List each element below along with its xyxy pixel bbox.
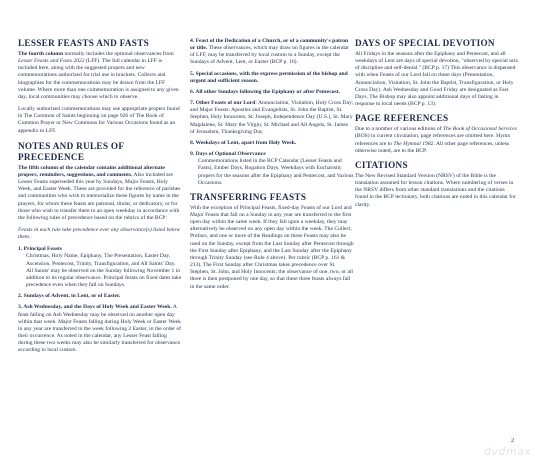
precedence-note: Feasts in each rule take precedence over any observance(s) listed below them. <box>18 226 180 241</box>
page-references-paragraph: Due to a number of various editions of The Book of Occasional Services (BOS) in current circulation, page references are omitted here. Hymn references are to The Hymnal 1982. All other page references, unless otherwise noted, are to the BCP. <box>355 126 517 154</box>
heading-citations: CITATIONS <box>355 159 408 170</box>
special-devotion-paragraph: All Fridays in the seasons after the Epiphany and Pentecost, and all weekdays of Lent are days of special devotion, "observed by special acts of discipline and self-denial." (BCP p. 17) This observance is dispensed with when Feasts of our Lord fall on these days (Presentation, Annunciation, Visitation, St. John the Baptist, Transfiguration, or Holy Cross Day). Ash Wednesday and Good Friday are designated as Fast Days. The Bishop may also appoint additional days of fasting in response to local needs (BCP p. 13). <box>355 51 518 108</box>
heading-page-references: PAGE REFERENCES <box>355 113 449 124</box>
rule-1: 1. Principal Feasts Christmas, Holy Name, Epiphany, The Presentation, Easter Day, Ascension, Pentecost, Trinity, Transfiguration, and All Saints' Day. All Saints' may be observed on the Sunday following November 1 in addition to its regular observance. Principal feasts on fixed dates take precedence even when they fall on Sundays. <box>18 246 182 289</box>
rule-4: 4. Feast of the Dedication of a Church, or of a community's patron or title. These observances, which may draw on figures in the calendar of LFF, may be transferred by local custom to a Sunday, except the Sundays of Advent, Lent, or Easter (BCP p. 16). <box>190 38 350 66</box>
page-number: 2 <box>511 438 514 444</box>
citations-paragraph: The New Revised Standard Version (NRSV) of the Bible is the translation assumed for lesson citations. Where numbering of verses in the NRSV differs from other standard translations and the citations found in the BCP lectionary, both citations are noted in this calendar for clarity. <box>355 172 516 208</box>
heading-transferring-feasts: TRANSFERRING FEASTS <box>190 191 307 202</box>
heading-notes-precedence: NOTES AND RULES OF PRECEDENCE <box>18 140 124 162</box>
rule-8: 8. Weekdays of Lent, apart from Holy Week. <box>190 139 297 146</box>
rule-5: 5. Special occasions, with the express permission of the bishop and urgent and sufficient reason. <box>190 70 348 84</box>
heading-lesser-feasts: LESSER FEASTS AND FASTS <box>18 38 150 48</box>
lesser-feasts-paragraph: The fourth column normally includes the optional observances from Lesser Feasts and Fasts 2022 (LFF). The full calendar in LFF is included here, along with the suggested propers and new commemorations authorized for trial use in brackets. Collects and biographies for the commemorations may be drawn from the LFF volume. Where more than one commemoration is assigned to any given day, local communities may choose which to observe. <box>18 51 179 100</box>
heading-special-devotion: DAYS OF SPECIAL DEVOTION <box>355 38 495 48</box>
watermark: dvdmax <box>484 445 532 458</box>
transferring-feasts-paragraph: With the exception of Principal Feasts, fixed-day Feasts of our Lord and Major Feasts that fall on a Sunday in any year are transferred to the first open day within the same week. If they fall upon a weekday, they may alternatively be observed on any open day within the week. The Collect, Preface, and one or more of the Readings on these Feasts may also be used on the Sunday, except from the Last Sunday after Pentecost through the First Sunday after Epiphany, and the Last Sunday after the Epiphany through Trinity Sunday (see Rule 4 above). Per rubric (BCP p. 161 & 213), The First Sunday after Christmas takes precedence over St. Stephen, St. John, and Holy Innocents; the observance of one, two, or all three is then postponed by one day, so that these three feasts always fall in the same order. <box>190 204 354 290</box>
rule-2: 2. Sundays of Advent, in Lent, or of Easter. <box>18 293 121 300</box>
rule-3: 3. Ash Wednesday, and the Days of Holy Week and Easter Week. A feast falling on Ash Wednesday may be observed on another open day within that week. Major Feasts falling during Holy Week or Easter Week in any year are transferred to the week following 2 Easter, in the order of their occurrence. As noted in the calendar, any Lesser Feast falling during these two weeks may also be similarly transferred for observance according to local custom. <box>18 304 182 354</box>
column-middle <box>190 38 354 296</box>
local-commemorations-paragraph: Locally authorized commemorations may use appropriate propers found in The Common of Saints beginning on page 926 of The Book of Common Prayer or New Commons for Various Occasions found as an appendix to LFF. <box>18 106 180 134</box>
column-left <box>18 38 182 358</box>
notes-paragraph: The fifth column of the calendar contains additional alternate propers, reminders, suggestions, and comments. Also included are Lesser Feasts superseded this year by Sundays, Major Feasts, Holy Week, and Easter Week. These are provided for the reference of parishes and communities who wish to memorialize these figures by name in the prayers, for whom these feasts are patronal, titular, or dedicatory, or for those who wish to transfer them to an open weekday in accordance with the following rules of precedence based on the rubrics of the BCP: <box>18 164 181 221</box>
column-right <box>355 38 519 214</box>
rule-6: 6. All other Sundays following the Epiphany or after Pentecost. <box>190 88 340 95</box>
rule-9: 9. Days of Optional Observance Commemorations listed in the BCP Calendar (Lesser Feasts and Fasts), Ember Days, Rogation Days, Weekdays with Eucharistic propers for the seasons after the Epiphany and Pentecost, and Various Occasions. <box>190 151 354 186</box>
rule-7: 7. Other Feasts of our Lord: Annunciation, Visitation, Holy Cross Day; and Major Feasts: Apostles and Evangelists, St. John the Baptist, St. Stephen, Holy Innocents, St. Joseph, Independence Day (U.S.), St. Mary Magdalene, St. Mary the Virgin, St. Michael and All Angels, St. James of Jerusalem, Thanksgiving Day. <box>190 100 354 135</box>
